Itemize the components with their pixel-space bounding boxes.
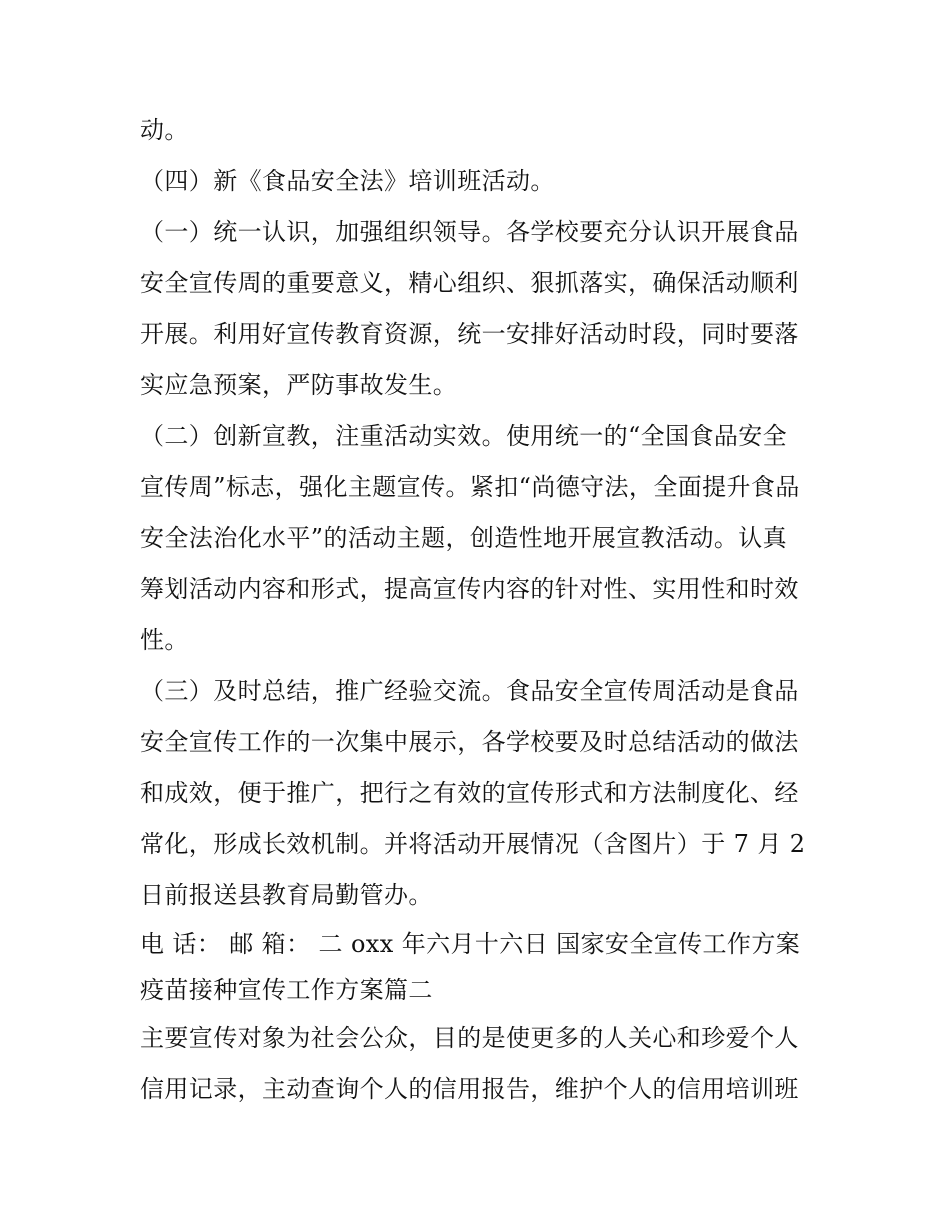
text-line: 信用记录，主动查询个人的信用报告，维护个人的信用培训班 [140,1075,799,1103]
text-line: 动。 [140,116,189,144]
text-line: （一）统一认识，加强组织领导。各学校要充分认识开展食品 [140,218,799,246]
text-line: （四）新《食品安全法》培训班活动。 [140,167,555,195]
text-line: （二）创新宣教，注重活动实效。使用统一的“全国食品安全 [140,422,788,450]
section-heading: 疫苗接种宣传工作方案篇二 [140,976,433,1004]
text-line: 常化，形成长效机制。并将活动开展情况（含图片）于 7 月 2 [140,830,806,858]
paragraph-innovative-education [140,411,820,666]
text-line: 宣传周”标志，强化主题宣传。紧扣“尚德守法，全面提升食品 [140,473,800,501]
text-line: （三）及时总结，推广经验交流。食品安全宣传周活动是食品 [140,677,799,705]
text-line: 筹划活动内容和形式，提高宣传内容的针对性、实用性和时效 [140,575,799,603]
text-line: 和成效，便于推广，把行之有效的宣传形式和方法制度化、经 [140,779,799,807]
text-line: 安全法治化水平”的活动主题，创造性地开展宣教活动。认真 [140,524,788,552]
paragraph-timely-summary [140,666,820,921]
text-line: 实应急预案，严防事故发生。 [140,371,458,399]
text-line: 开展。利用好宣传教育资源，统一安排好活动时段，同时要落 [140,320,799,348]
paragraph-unified-understanding [140,207,820,411]
paragraph-continuation [140,105,820,156]
text-line: 安全宣传周的重要意义，精心组织、狠抓落实，确保活动顺利 [140,269,799,297]
text-line: 主要宣传对象为社会公众，目的是使更多的人关心和珍爱个人 [140,1024,799,1052]
paragraph-item-four [140,156,820,207]
paragraph-publicity-target [140,1013,820,1115]
document-body [140,105,820,1115]
text-line: 日前报送县教育局勤管办。 [140,881,433,909]
contact-line: 电 话： 邮 箱： 二 oxx 年六月十六日 国家安全宣传工作方案 [140,930,801,958]
text-line: 安全宣传工作的一次集中展示，各学校要及时总结活动的做法 [140,728,799,756]
paragraph-contact-and-heading [140,921,820,1013]
text-line: 性。 [140,626,189,654]
